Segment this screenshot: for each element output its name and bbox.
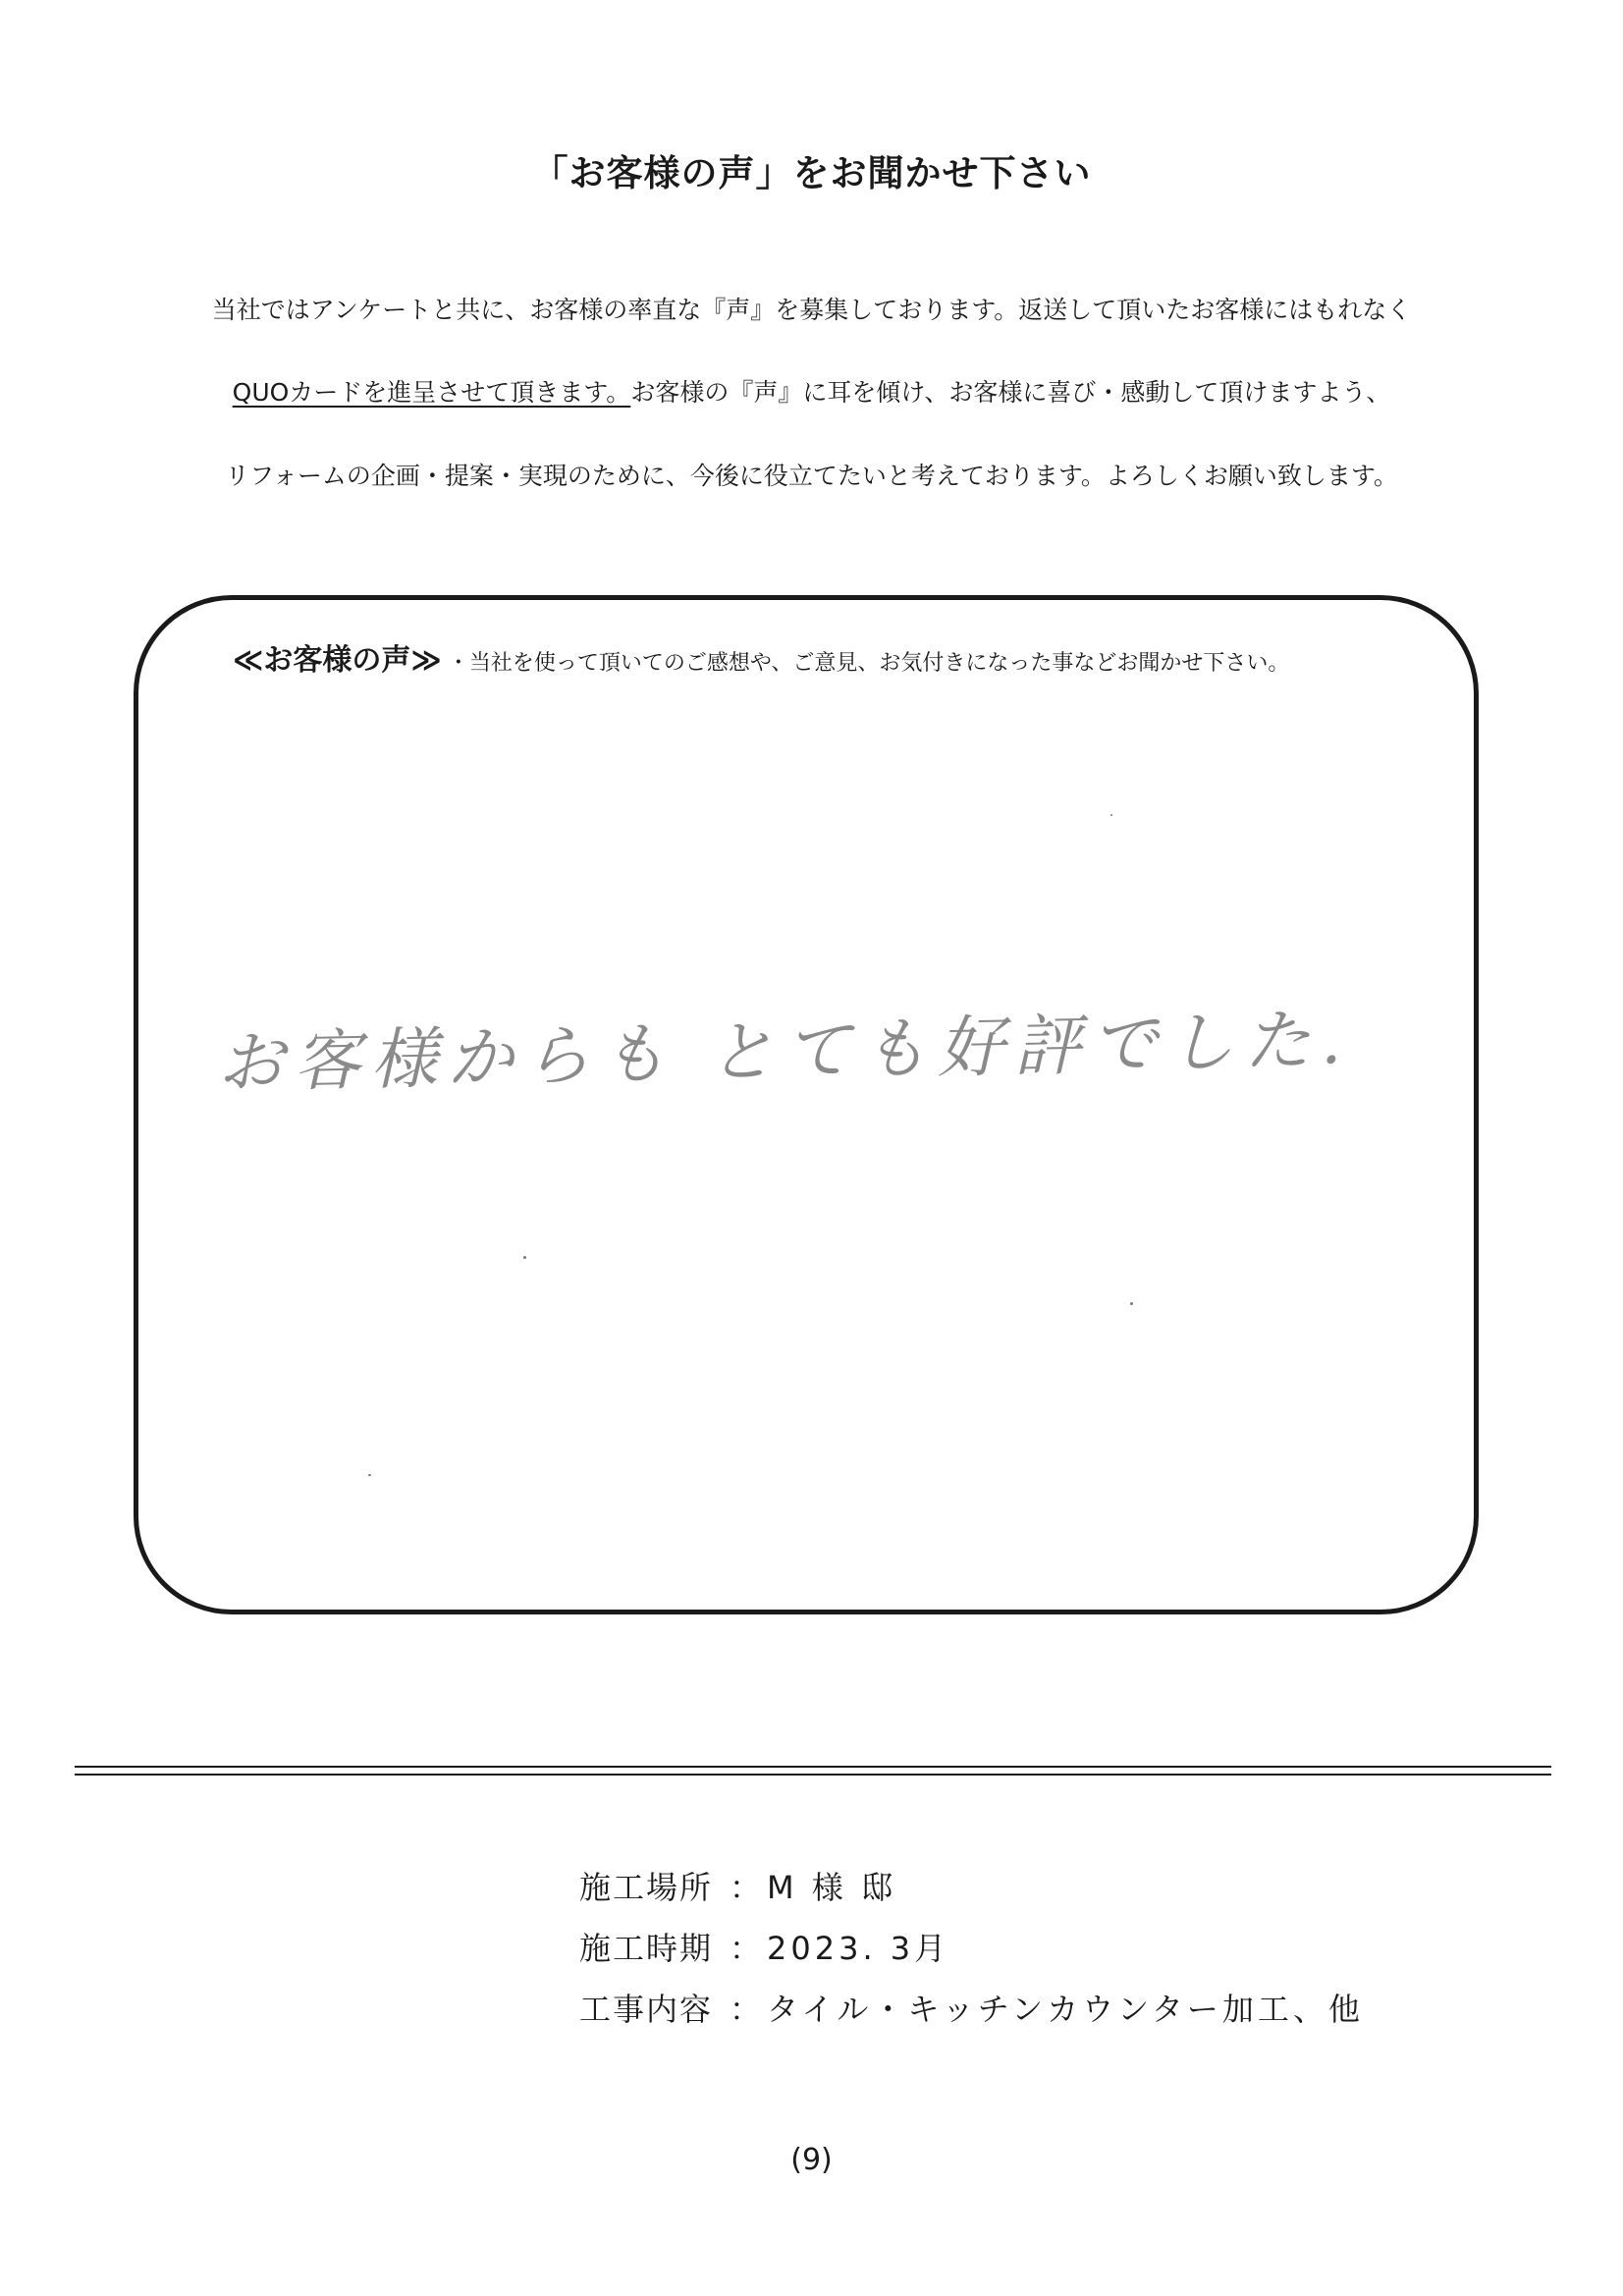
detail-value-location: M 様 邸 [767,1869,896,1906]
page-number: (9) [790,2143,833,2177]
detail-value-work: タイル・キッチンカウンター加工、他 [767,1991,1364,2028]
intro-line-1: 当社ではアンケートと共に、お客様の率直な『声』を募集しております。返送して頂いたお客様にはもれなく [211,296,1412,324]
scan-speck [1130,1302,1133,1305]
voice-box-title: ≪お客様の声≫ [233,643,442,678]
handwritten-comment: お客様からも とても好評でした. [216,1001,1353,1103]
detail-row-work [579,1985,1364,2046]
double-rule-top [75,1766,1551,1768]
scan-speck [523,1256,526,1259]
double-rule-bottom [75,1774,1551,1776]
page-title: 「お客様の声」をお聞かせ下さい [531,152,1092,194]
detail-value-period: 2023. 3月 [767,1930,950,1967]
intro-emphasis: QUOカードを進呈させて頂きます。 [232,378,631,407]
scan-speck [368,1474,371,1476]
detail-label-period: 施工時期 [579,1930,714,1967]
detail-separator: ： [729,1930,761,1967]
construction-details [579,1863,1364,2046]
intro-line-2 [0,373,1623,409]
detail-label-location: 施工場所 [579,1869,714,1906]
detail-separator: ： [729,1869,761,1906]
detail-label-work: 工事内容 [579,1991,714,2028]
voice-box-heading [233,635,1289,679]
detail-row-location [579,1863,1364,1924]
intro-line-2-rest: お客様の『声』に耳を傾け、お客様に喜び・感動して頂けますよう、 [630,378,1391,407]
voice-box-prompt: ・当社を使って頂いてのご感想や、ご意見、お気付きになった事などお聞かせ下さい。 [447,651,1290,676]
intro-line-3: リフォームの企画・提案・実現のために、今後に役立てたいと考えております。よろしくお願い致します。 [225,462,1398,490]
customer-voice-box [134,595,1479,1614]
detail-row-period [579,1924,1364,1985]
detail-separator: ： [729,1991,761,2028]
scan-speck [1110,814,1112,816]
